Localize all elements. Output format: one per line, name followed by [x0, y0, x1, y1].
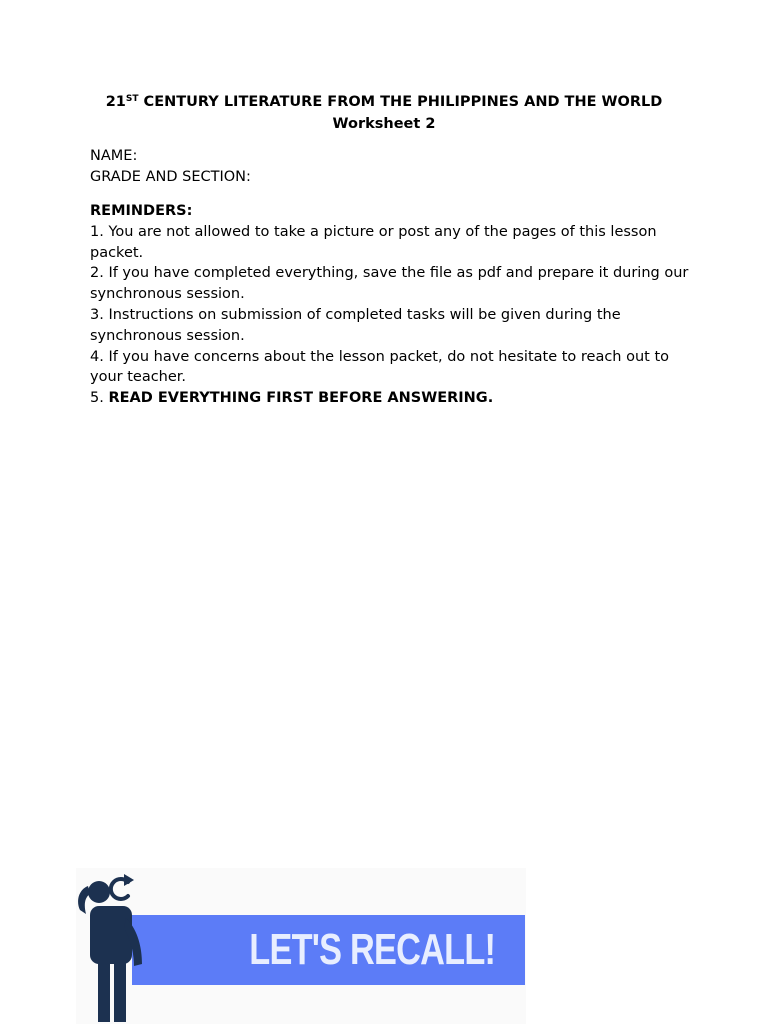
- reminder-item: [90, 388, 690, 409]
- person-recall-icon: [76, 868, 156, 1024]
- reminder-item: 4. If you have concerns about the lesson packet, do not hesitate to reach out to your teacher.: [90, 348, 670, 386]
- reminder-item: 3. Instructions on submission of completed tasks will be given during the synchronous session.: [90, 306, 621, 344]
- document-subtitle: Worksheet 2: [332, 116, 436, 132]
- title-rest: CENTURY LITERATURE FROM THE PHILIPPINES AND THE WORLD: [138, 94, 663, 110]
- title-superscript: ST: [125, 94, 139, 104]
- reminders-section: [90, 201, 690, 409]
- lets-recall-banner: [76, 868, 526, 1024]
- name-label: NAME:: [90, 148, 138, 164]
- reminder-item: 2. If you have completed everything, save the file as pdf and prepare it during our synchronous session.: [90, 265, 689, 303]
- title-prefix: 21: [105, 94, 126, 110]
- reminder-emphasis: READ EVERYTHING FIRST BEFORE ANSWERING.: [108, 390, 494, 407]
- document-title: [0, 91, 768, 113]
- document-header: [0, 91, 768, 135]
- reminders-heading: REMINDERS:: [90, 203, 193, 219]
- banner-label: LET'S RECALL!: [249, 925, 496, 974]
- student-info-fields: [90, 146, 251, 188]
- reminder-item: 1. You are not allowed to take a picture or post any of the pages of this lesson packet.: [90, 223, 657, 261]
- grade-section-label: GRADE AND SECTION:: [90, 169, 251, 185]
- reminder-prefix: 5.: [90, 390, 109, 407]
